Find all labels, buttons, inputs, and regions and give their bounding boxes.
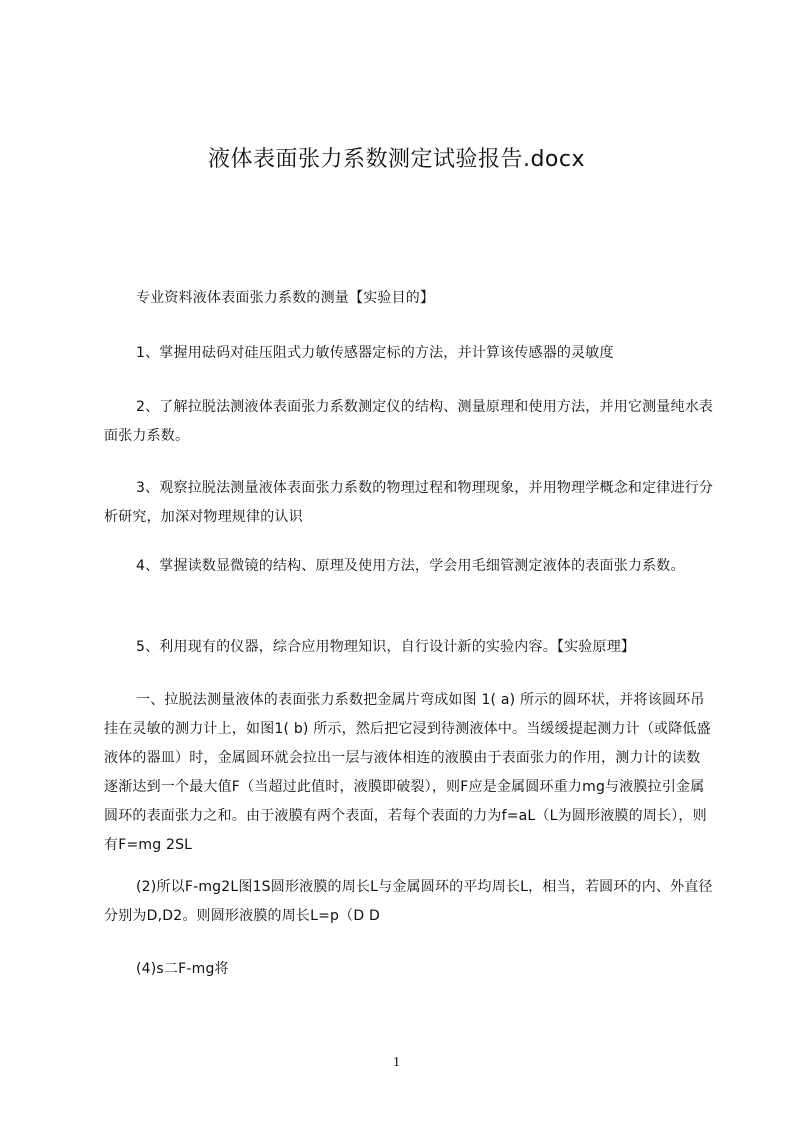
paragraph-principle-2: (2)所以F-mg2L图1S圆形液膜的周长L与金属圆环的平均周长L，相当，若圆环的内、外直径分别为D,D2。则圆形液膜的周长L=p（D D xyxy=(104,879,713,924)
paragraph-objective-1: 1、掌握用砝码对硅压阻式力敏传感器定标的方法，并计算该传感器的灵敏度 xyxy=(136,345,614,361)
paragraph-objective-5: 5、利用现有的仪器，综合应用物理知识，自行设计新的实验内容。【实验原理】 xyxy=(136,639,636,655)
paragraph-objective-2: 2、了解拉脱法测液体表面张力系数测定仪的结构、测量原理和使用方法，并用它测量纯水表面张力系数。 xyxy=(104,399,714,444)
paragraph-principle-3: (4)s二F-mg将 xyxy=(136,961,229,977)
paragraph-objective-4: 4、掌握读数显微镜的结构、原理及使用方法，学会用毛细管测定液体的表面张力系数。 xyxy=(136,558,685,574)
document-title: 液体表面张力系数测定试验报告.docx xyxy=(207,147,586,172)
paragraph-objective-3: 3、观察拉脱法测量液体表面张力系数的物理过程和物理现象，并用物理学概念和定律进行分析研究，加深对物理规律的认识 xyxy=(104,480,714,525)
paragraph-principle-1: 一、拉脱法测量液体的表面张力系数把金属片弯成如图 1( a) 所示的圆环状，并将该圆环吊挂在灵敏的测力计上，如图1( b) 所示，然后把它浸到待测液体中。当缓缓提起测力计（或降低盛液体的器皿）时，金属圆环就会拉出一层与液体相连的液膜由于表面张力的作用，测力计的读数逐渐达到一个最大值F（当超过此值时，液膜即破裂），则F应是金属圆环重力mg与液膜拉引金属圆环的表面张力之和。由于液膜有两个表面，若每个表面的力为f=aL（L为圆形液膜的周长），则有F=mg 2SL xyxy=(104,692,711,853)
page-number: 1 xyxy=(393,1055,400,1070)
paragraph-intro-heading: 专业资料液体表面张力系数的测量【实验目的】 xyxy=(136,290,435,306)
